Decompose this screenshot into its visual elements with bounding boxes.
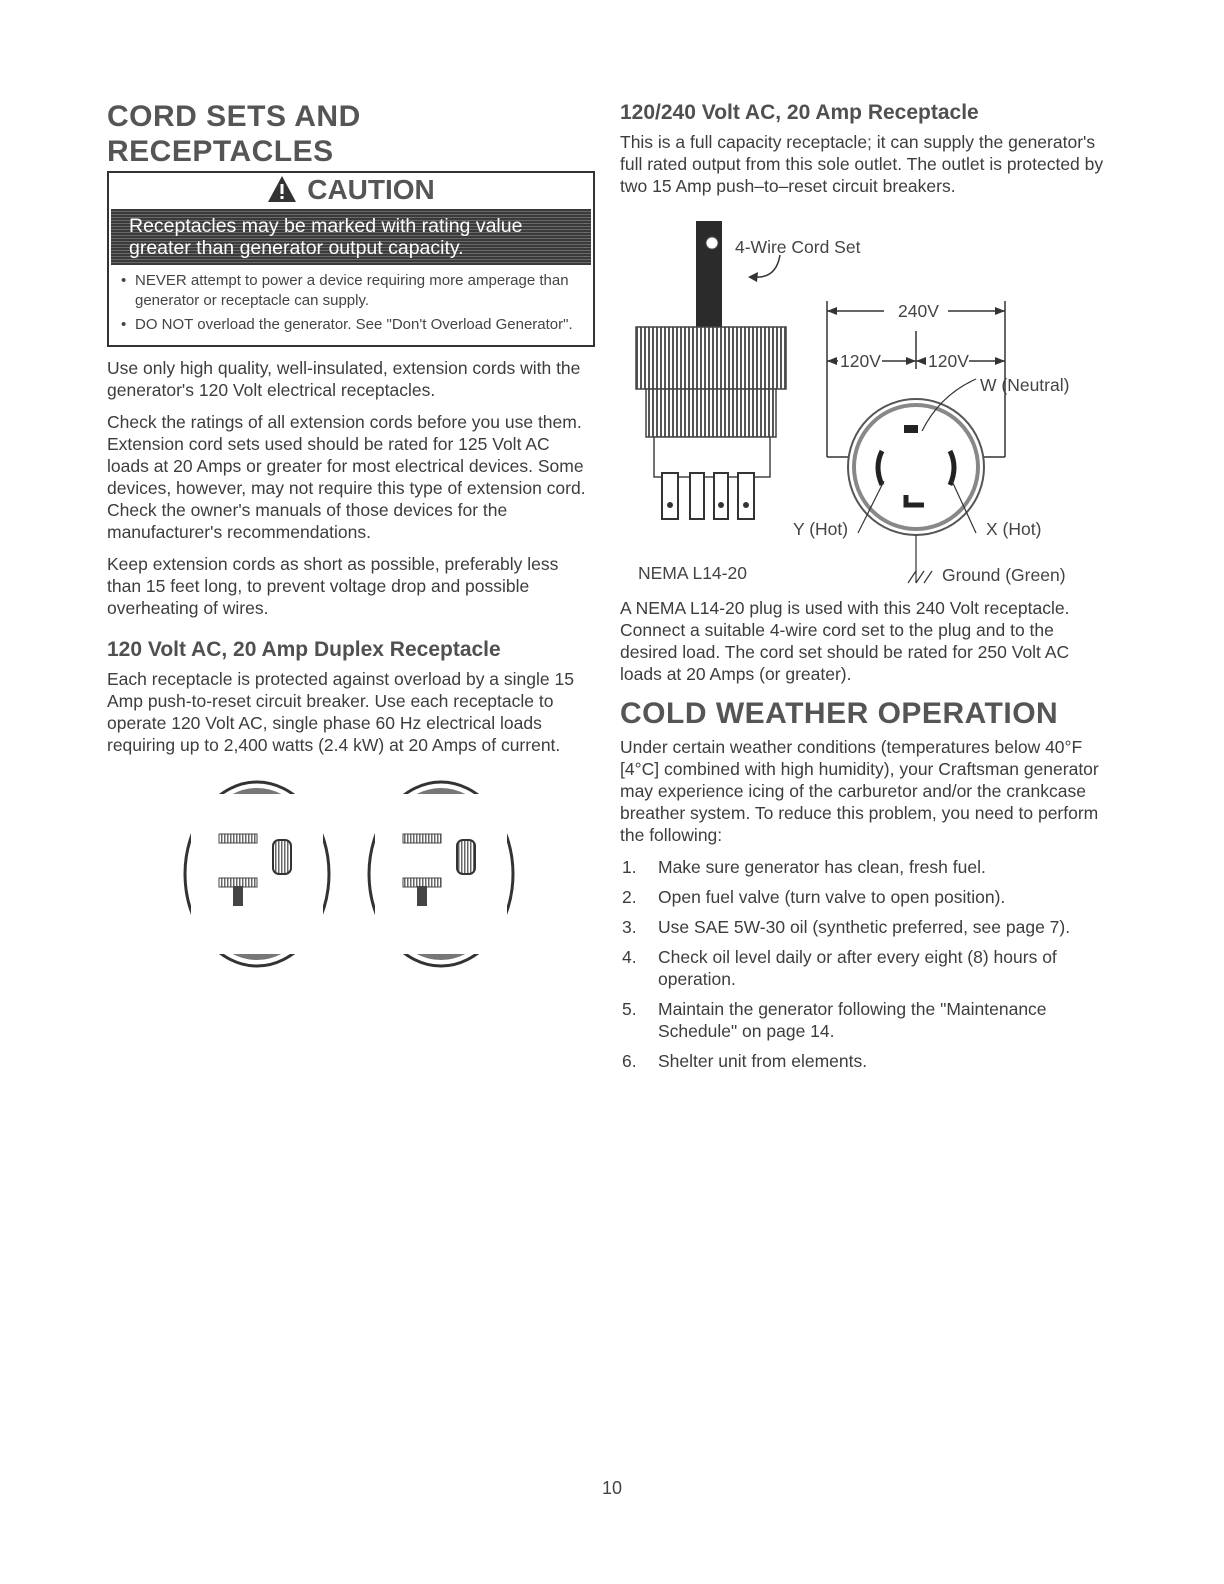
nema-label: NEMA L14-20 <box>638 563 747 584</box>
receptacle-text: This is a full capacity receptacle; it can supply the generator's full rated output from this sole outlet. The outlet is protected by two 15 Amp push–to–reset circuit breakers. <box>620 132 1104 197</box>
caution-bullet: • DO NOT overload the generator. See "Don't Overload Generator". <box>121 315 583 335</box>
caution-header <box>109 173 593 209</box>
receptacle-title: 120/240 Volt AC, 20 Amp Receptacle <box>620 101 979 124</box>
caution-box <box>107 171 595 347</box>
caution-label: CAUTION <box>307 174 435 205</box>
cold-weather-steps <box>620 856 1110 1072</box>
page-number: 10 <box>601 1478 623 1498</box>
label-120v-b: 120V <box>928 351 969 372</box>
cord-sets-title: CORD SETS AND RECEPTACLES <box>107 100 361 168</box>
duplex-text: Each receptacle is protected against overload by a single 15 Amp push-to-reset circuit breaker. Use each receptacle to operate 120 Volt AC, single phase 60 Hz electrical loads requiring up to 2,400 watts (2.4 kW) at 20 Amps of current. <box>107 669 574 756</box>
caution-bullets <box>109 271 593 335</box>
list-item: 3. Use SAE 5W-30 oil (synthetic preferred, see page 7). <box>622 916 1071 937</box>
paragraph: Check the ratings of all extension cords before you use them. Extension cord sets used should be rated for 125 Volt AC loads at 20 Amps or greater for most electrical devices. Some devices, however, may not require this type of extension cord. Check the owner's manuals of those devices for the manufacturer's recommendations. <box>107 412 586 542</box>
label-120v-a: 120V <box>840 351 881 372</box>
duplex-title: 120 Volt AC, 20 Amp Duplex Receptacle <box>107 638 501 661</box>
cold-weather-intro: Under certain weather conditions (temperatures below 40°F [4°C] combined with high humidity), your Craftsman generator may experience icing of the carburetor and/or the crankcase breather system. To reduce this problem, you need to perform the following: <box>620 736 1099 845</box>
cord-set-label: 4-Wire Cord Set <box>735 237 861 258</box>
outlet-right <box>369 782 513 966</box>
nema-l14-20-diagram <box>620 199 1110 589</box>
plug-illustration <box>636 221 786 519</box>
neutral-label: W (Neutral) <box>980 375 1070 396</box>
list-item: 2. Open fuel valve (turn valve to open position). <box>622 886 1006 907</box>
list-item: 1. Make sure generator has clean, fresh fuel. <box>622 856 986 877</box>
y-hot-label: Y (Hot) <box>793 519 849 540</box>
caution-warning: Receptacles may be marked with rating value greater than generator output capacity. <box>111 209 591 265</box>
warning-triangle-icon <box>267 175 297 203</box>
right-column <box>620 100 1110 1080</box>
list-item: 6. Shelter unit from elements. <box>622 1050 868 1071</box>
receptacle-face <box>848 379 984 583</box>
ground-label: Ground (Green) <box>942 565 1066 586</box>
left-column <box>107 100 595 974</box>
nema-paragraph: A NEMA L14-20 plug is used with this 240 Volt receptacle. Connect a suitable 4-wire cord set to the plug and to the desired load. The cord set should be rated for 250 Volt AC loads at 20 Amps (or greater). <box>620 598 1070 685</box>
list-item: 5. Maintain the generator following the "Maintenance Schedule" on page 14. <box>622 998 1047 1041</box>
duplex-receptacle-illustration <box>107 774 595 974</box>
paragraph: Keep extension cords as short as possible, preferably less than 15 feet long, to prevent voltage drop and possible overheating of wires. <box>107 554 559 618</box>
paragraph: Use only high quality, well-insulated, extension cords with the generator's 120 Volt electrical receptacles. <box>107 358 581 400</box>
label-240v: 240V <box>898 301 939 322</box>
caution-bullet: • NEVER attempt to power a device requiring more amperage than generator or receptacle can supply. <box>121 271 583 311</box>
list-item: 4. Check oil level daily or after every eight (8) hours of operation. <box>622 946 1057 989</box>
cold-weather-title: COLD WEATHER OPERATION <box>620 697 1059 731</box>
x-hot-label: X (Hot) <box>986 519 1042 540</box>
outlet-left <box>185 782 329 966</box>
